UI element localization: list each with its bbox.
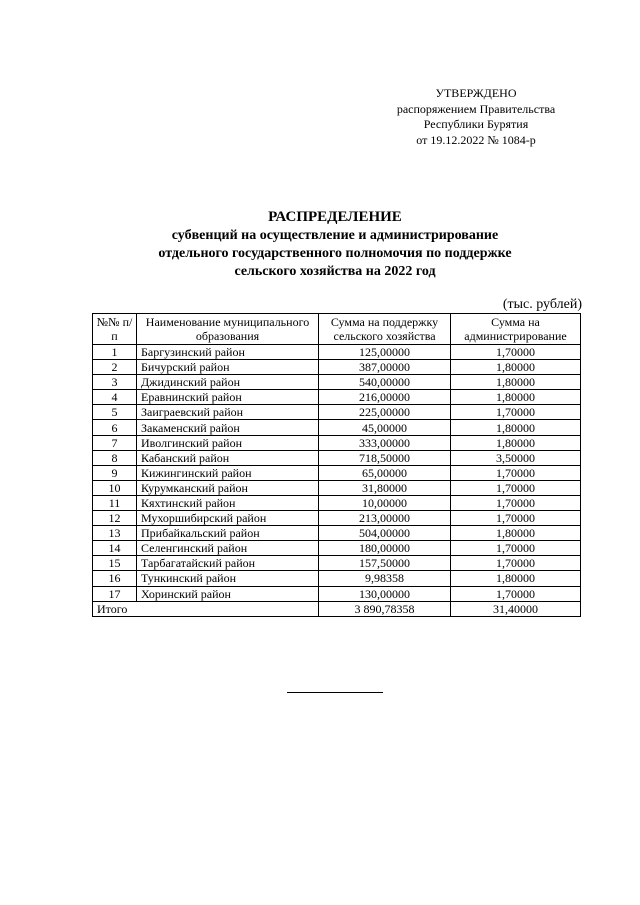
row-num: 3 <box>93 375 137 390</box>
row-name: Бичурский район <box>137 360 319 375</box>
row-name: Кабанский район <box>137 450 319 465</box>
row-support: 718,50000 <box>319 450 451 465</box>
approval-line: от 19.12.2022 № 1084-р <box>416 132 536 147</box>
table-row <box>93 450 581 465</box>
table-row <box>93 435 581 450</box>
table-row <box>93 526 581 541</box>
document-title <box>80 208 590 281</box>
row-name: Иволгинский район <box>137 435 319 450</box>
row-admin: 1,70000 <box>451 495 581 510</box>
row-support: 333,00000 <box>319 435 451 450</box>
row-name: Кяхтинский район <box>137 495 319 510</box>
title-line: субвенций на осуществление и администрирование <box>171 228 499 243</box>
row-num: 8 <box>93 450 137 465</box>
row-admin: 1,80000 <box>451 390 581 405</box>
row-name: Прибайкальский район <box>137 526 319 541</box>
row-support: 125,00000 <box>319 345 451 360</box>
row-name: Джидинский район <box>137 375 319 390</box>
row-name: Еравнинский район <box>137 390 319 405</box>
row-num: 9 <box>93 465 137 480</box>
total-support: 3 890,78358 <box>319 601 451 616</box>
row-num: 11 <box>93 495 137 510</box>
row-num: 6 <box>93 420 137 435</box>
row-admin: 1,70000 <box>451 405 581 420</box>
row-admin: 1,70000 <box>451 345 581 360</box>
row-num: 5 <box>93 405 137 420</box>
row-support: 157,50000 <box>319 556 451 571</box>
row-support: 31,80000 <box>319 480 451 495</box>
row-admin: 1,70000 <box>451 480 581 495</box>
row-admin: 1,70000 <box>451 556 581 571</box>
row-name: Тункинский район <box>137 571 319 586</box>
row-support: 10,00000 <box>319 495 451 510</box>
divider-line <box>287 692 383 693</box>
table-row <box>93 480 581 495</box>
row-admin: 1,80000 <box>451 571 581 586</box>
table-row <box>93 586 581 601</box>
row-support: 130,00000 <box>319 586 451 601</box>
row-name: Баргузинский район <box>137 345 319 360</box>
approval-line: Республики Бурятия <box>423 117 529 131</box>
table-row <box>93 571 581 586</box>
units-label: (тыс. рублей) <box>502 297 582 312</box>
total-admin: 31,40000 <box>451 601 581 616</box>
approval-block <box>376 86 576 148</box>
header-admin: Сумма на администрирование <box>451 314 581 345</box>
total-label: Итого <box>93 601 319 616</box>
approval-line: распоряжением Правительства <box>396 101 556 116</box>
row-name: Хоринский район <box>137 586 319 601</box>
header-num: №№ п/п <box>93 314 137 345</box>
row-admin: 1,70000 <box>451 586 581 601</box>
row-num: 7 <box>93 435 137 450</box>
row-admin: 1,70000 <box>451 511 581 526</box>
table-header-row <box>93 314 581 345</box>
row-num: 4 <box>93 390 137 405</box>
table-row <box>93 511 581 526</box>
row-support: 45,00000 <box>319 420 451 435</box>
table-row <box>93 465 581 480</box>
row-name: Селенгинский район <box>137 541 319 556</box>
row-name: Заиграевский район <box>137 405 319 420</box>
title-line: сельского хозяйства на 2022 год <box>234 264 436 279</box>
row-num: 12 <box>93 511 137 526</box>
row-num: 13 <box>93 526 137 541</box>
row-support: 65,00000 <box>319 465 451 480</box>
row-support: 540,00000 <box>319 375 451 390</box>
approval-line: УТВЕРЖДЕНО <box>435 86 517 100</box>
row-num: 15 <box>93 556 137 571</box>
row-admin: 1,70000 <box>451 465 581 480</box>
header-support: Сумма на поддержку сельского хозяйства <box>319 314 451 345</box>
table-row <box>93 345 581 360</box>
table-row <box>93 360 581 375</box>
row-support: 9,98358 <box>319 571 451 586</box>
title-line: отдельного государственного полномочия по поддержке <box>158 246 512 261</box>
row-support: 225,00000 <box>319 405 451 420</box>
table-row <box>93 420 581 435</box>
row-num: 1 <box>93 345 137 360</box>
distribution-table <box>92 313 581 617</box>
row-num: 16 <box>93 571 137 586</box>
table-row <box>93 495 581 510</box>
row-name: Курумканский район <box>137 480 319 495</box>
row-admin: 1,80000 <box>451 435 581 450</box>
title-heading: РАСПРЕДЕЛЕНИЕ <box>268 209 402 225</box>
row-admin: 1,80000 <box>451 526 581 541</box>
total-row <box>93 601 581 616</box>
row-support: 213,00000 <box>319 511 451 526</box>
table-row <box>93 390 581 405</box>
row-admin: 1,80000 <box>451 375 581 390</box>
row-name: Тарбагатайский район <box>137 556 319 571</box>
row-num: 10 <box>93 480 137 495</box>
table-row <box>93 541 581 556</box>
row-admin: 3,50000 <box>451 450 581 465</box>
header-name: Наименование муниципального образования <box>137 314 319 345</box>
row-admin: 1,80000 <box>451 360 581 375</box>
row-num: 2 <box>93 360 137 375</box>
row-support: 216,00000 <box>319 390 451 405</box>
row-admin: 1,70000 <box>451 541 581 556</box>
table-row <box>93 405 581 420</box>
table-row <box>93 375 581 390</box>
row-name: Кижингинский район <box>137 465 319 480</box>
row-admin: 1,80000 <box>451 420 581 435</box>
row-name: Мухоршибирский район <box>137 511 319 526</box>
row-support: 504,00000 <box>319 526 451 541</box>
row-support: 180,00000 <box>319 541 451 556</box>
row-num: 17 <box>93 586 137 601</box>
row-support: 387,00000 <box>319 360 451 375</box>
row-name: Закаменский район <box>137 420 319 435</box>
row-num: 14 <box>93 541 137 556</box>
table-row <box>93 556 581 571</box>
